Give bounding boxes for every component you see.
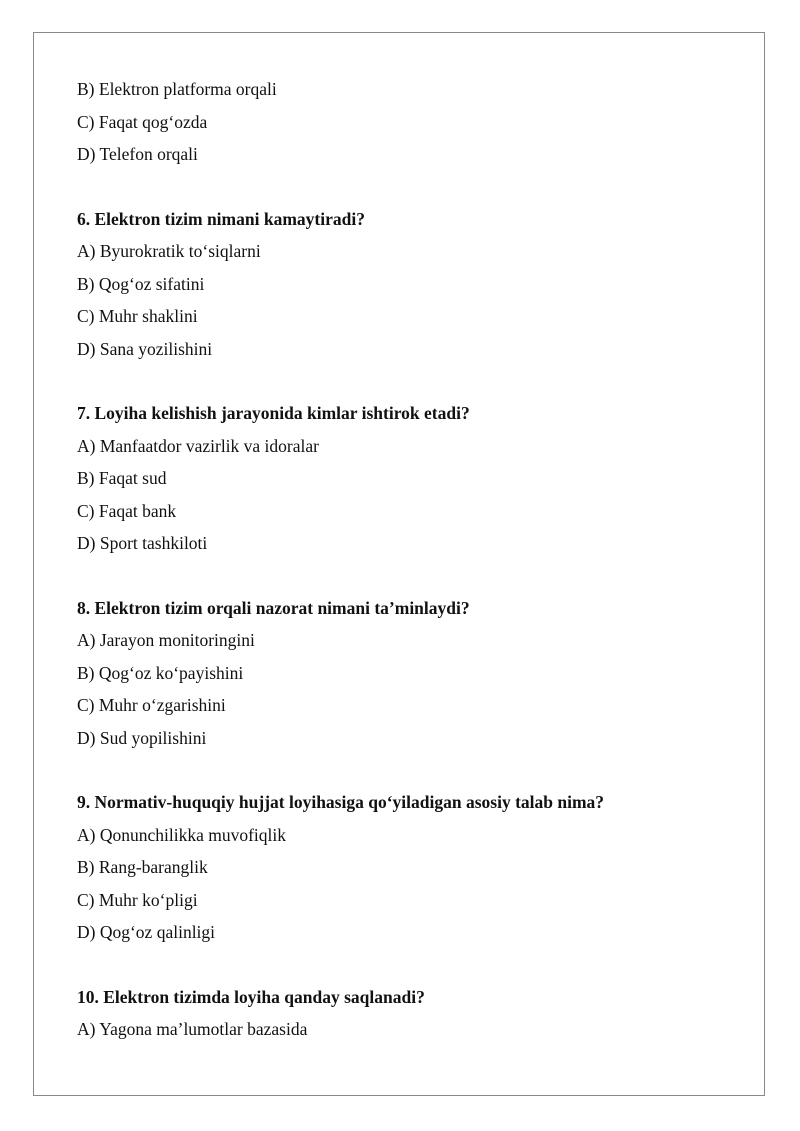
spacer (77, 564, 737, 596)
answer-option: D) Sport tashkiloti (77, 533, 208, 553)
answer-option: C) Faqat qog‘ozda (77, 111, 208, 132)
answer-option: D) Qog‘oz qalinligi (77, 922, 216, 942)
answer-option: D) Telefon orqali (77, 144, 198, 164)
question-text: 10. Elektron tizimda loyiha qanday saqlanadi? (77, 986, 425, 1007)
quiz-content (77, 77, 737, 1050)
answer-option: C) Muhr shaklini (77, 306, 198, 326)
continued-options (77, 77, 737, 175)
answer-option: A) Jarayon monitoringini (77, 630, 255, 650)
answer-option: D) Sud yopilishini (77, 727, 207, 748)
spacer (77, 175, 737, 207)
answer-option: C) Muhr o‘zgarishini (77, 695, 226, 715)
question-text: 9. Normativ-huquqiy hujjat loyihasiga qo‘yiladigan asosiy talab nima? (77, 792, 605, 812)
answer-option: B) Rang-baranglik (77, 857, 208, 877)
answer-option: B) Qog‘oz sifatini (77, 273, 205, 294)
question-block-9 (77, 790, 737, 953)
document-page (33, 32, 765, 1096)
answer-option: A) Manfaatdor vazirlik va idoralar (77, 435, 319, 456)
answer-option: A) Yagona ma’lumotlar bazasida (77, 1019, 308, 1039)
answer-option: B) Elektron platforma orqali (77, 79, 277, 99)
answer-option: B) Faqat sud (77, 468, 167, 488)
question-block-10 (77, 985, 737, 1050)
answer-option: B) Qog‘oz ko‘payishini (77, 662, 244, 683)
question-text: 6. Elektron tizim nimani kamaytiradi? (77, 208, 365, 229)
spacer (77, 369, 737, 401)
spacer (77, 758, 737, 790)
answer-option: A) Qonunchilikka muvofiqlik (77, 824, 287, 845)
answer-option: A) Byurokratik to‘siqlarni (77, 241, 261, 261)
question-text: 7. Loyiha kelishish jarayonida kimlar ishtirok etadi? (77, 403, 470, 423)
answer-option: D) Sana yozilishini (77, 338, 213, 359)
spacer (77, 953, 737, 985)
question-block-6 (77, 207, 737, 370)
question-block-8 (77, 596, 737, 759)
answer-option: C) Faqat bank (77, 500, 177, 521)
question-block-7 (77, 401, 737, 564)
question-text: 8. Elektron tizim orqali nazorat nimani ta’minlaydi? (77, 597, 470, 618)
answer-option: C) Muhr ko‘pligi (77, 889, 198, 910)
